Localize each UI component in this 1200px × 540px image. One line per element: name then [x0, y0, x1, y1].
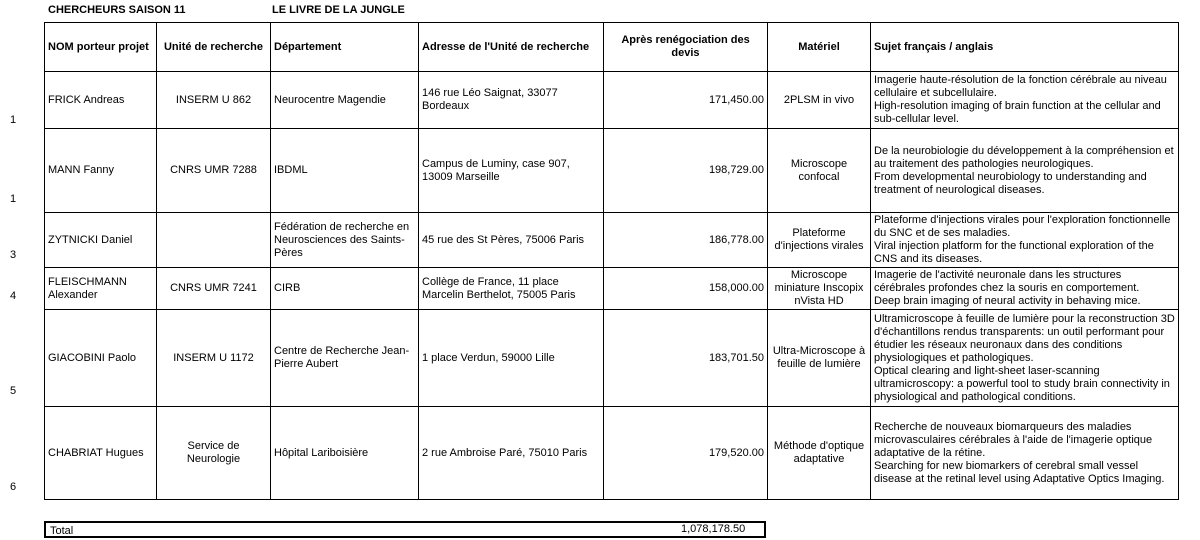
cell-subject — [871, 213, 1179, 268]
header-address: Adresse de l'Unité de recherche — [419, 23, 604, 72]
subject-en: Searching for new biomarkers of cerebral small vessel disease at the retinal level using Adaptative Optics Imaging. — [874, 459, 1165, 485]
subject-en: Viral injection platform for the functional exploration of the CNS and its diseases. — [874, 240, 1154, 265]
subject-en: From developmental neurobiology to understanding and treatment of neurological diseases. — [874, 170, 1147, 196]
cell-amount: 171,450.00 — [604, 72, 768, 129]
cell-material: Ultra-Microscope à feuille de lumière — [768, 310, 871, 407]
cell-material: Méthode d'optique adaptative — [768, 407, 871, 500]
subject-en: High-resolution imaging of brain function at the cellular and sub-cellular level. — [874, 100, 1161, 125]
cell-amount: 198,729.00 — [604, 129, 768, 213]
table-row — [45, 72, 1179, 129]
cell-unit: CNRS UMR 7241 — [157, 268, 271, 310]
table-row — [45, 310, 1179, 407]
row-number: 3 — [10, 249, 17, 261]
table-row — [45, 268, 1179, 310]
sheet-title-right: LE LIVRE DE LA JUNGLE — [272, 4, 405, 16]
header-department: Département — [271, 23, 419, 72]
cell-subject — [871, 407, 1179, 500]
header-unit: Unité de recherche — [157, 23, 271, 72]
cell-address: 45 rue des St Pères, 75006 Paris — [419, 213, 604, 268]
row-number: 5 — [10, 385, 17, 397]
cell-department: Neurocentre Magendie — [271, 72, 419, 129]
table-row — [45, 407, 1179, 500]
researchers-table — [44, 22, 1179, 500]
cell-subject — [871, 129, 1179, 213]
subject-fr: Plateforme d'injections virales pour l'exploration fonctionnelle du SNC et de ses maladies. — [874, 214, 1171, 239]
cell-amount: 179,520.00 — [604, 407, 768, 500]
cell-subject — [871, 72, 1179, 129]
cell-name: CHABRIAT Hugues — [45, 407, 157, 500]
row-number: 1 — [10, 114, 17, 126]
cell-material: Plateforme d'injections virales — [768, 213, 871, 268]
cell-department: IBDML — [271, 129, 419, 213]
cell-amount: 186,778.00 — [604, 213, 768, 268]
cell-material: Microscope confocal — [768, 129, 871, 213]
row-number: 4 — [10, 290, 17, 302]
table-row — [45, 213, 1179, 268]
header-name: NOM porteur projet — [45, 23, 157, 72]
cell-subject — [871, 268, 1179, 310]
subject-fr: De la neurobiologie du développement à la compréhension et au traitement des pathologies neurologiques. — [874, 144, 1174, 170]
subject-fr: Imagerie haute-résolution de la fonction cérébrale au niveau cellulaire et subcellulaire. — [874, 74, 1167, 99]
total-row — [44, 521, 766, 538]
cell-department: CIRB — [271, 268, 419, 310]
total-value: 1,078,178.50 — [681, 523, 746, 535]
cell-unit: INSERM U 862 — [157, 72, 271, 129]
cell-address: 1 place Verdun, 59000 Lille — [419, 310, 604, 407]
cell-address: Campus de Luminy, case 907, 13009 Marseille — [419, 129, 604, 213]
cell-unit: CNRS UMR 7288 — [157, 129, 271, 213]
cell-name: MANN Fanny — [45, 129, 157, 213]
cell-department: Hôpital Lariboisière — [271, 407, 419, 500]
cell-unit: INSERM U 1172 — [157, 310, 271, 407]
sheet-title-left: CHERCHEURS SAISON 11 — [48, 4, 186, 16]
cell-name: FLEISCHMANN Alexander — [45, 268, 157, 310]
cell-name: GIACOBINI Paolo — [45, 310, 157, 407]
header-material: Matériel — [768, 23, 871, 72]
subject-fr: Ultramicroscope à feuille de lumière pour la reconstruction 3D d'échantillons rendus transparents: un outil performant pour étudier les réseaux neuronaux dans des conditions physiologiques et pathologiques. — [874, 312, 1175, 364]
subject-en: Optical clearing and light-sheet laser-scanning ultramicroscopy: a powerful tool to study brain connectivity in physiological and pathological conditions. — [874, 364, 1170, 403]
subject-fr: Recherche de nouveaux biomarqueurs des maladies microvasculaires cérébrales à l'aide de l'imagerie optique adaptative de la rétine. — [874, 420, 1153, 459]
cell-amount: 158,000.00 — [604, 268, 768, 310]
cell-department: Centre de Recherche Jean-Pierre Aubert — [271, 310, 419, 407]
cell-unit — [157, 213, 271, 268]
cell-unit: Service de Neurologie — [157, 407, 271, 500]
cell-address: 2 rue Ambroise Paré, 75010 Paris — [419, 407, 604, 500]
header-amount: Après renégociation des devis — [604, 23, 768, 72]
cell-amount: 183,701.50 — [604, 310, 768, 407]
cell-address: Collège de France, 11 place Marcelin Berthelot, 75005 Paris — [419, 268, 604, 310]
total-label: Total — [50, 525, 74, 537]
row-number: 6 — [10, 481, 17, 493]
row-number: 1 — [10, 193, 17, 205]
cell-name: FRICK Andreas — [45, 72, 157, 129]
table-header-row — [45, 23, 1179, 72]
header-subject: Sujet français / anglais — [871, 23, 1179, 72]
cell-address: 146 rue Léo Saignat, 33077 Bordeaux — [419, 72, 604, 129]
table-row — [45, 129, 1179, 213]
subject-fr: Imagerie de l'activité neuronale dans les structures cérébrales profondes chez la souris en comportement. — [874, 269, 1140, 294]
cell-material: 2PLSM in vivo — [768, 72, 871, 129]
subject-en: Deep brain imaging of neural activity in behaving mice. — [874, 295, 1141, 307]
cell-subject — [871, 310, 1179, 407]
cell-material: Microscope miniature Inscopix nVista HD — [768, 268, 871, 310]
cell-department: Fédération de recherche en Neurosciences des Saints-Pères — [271, 213, 419, 268]
cell-name: ZYTNICKI Daniel — [45, 213, 157, 268]
